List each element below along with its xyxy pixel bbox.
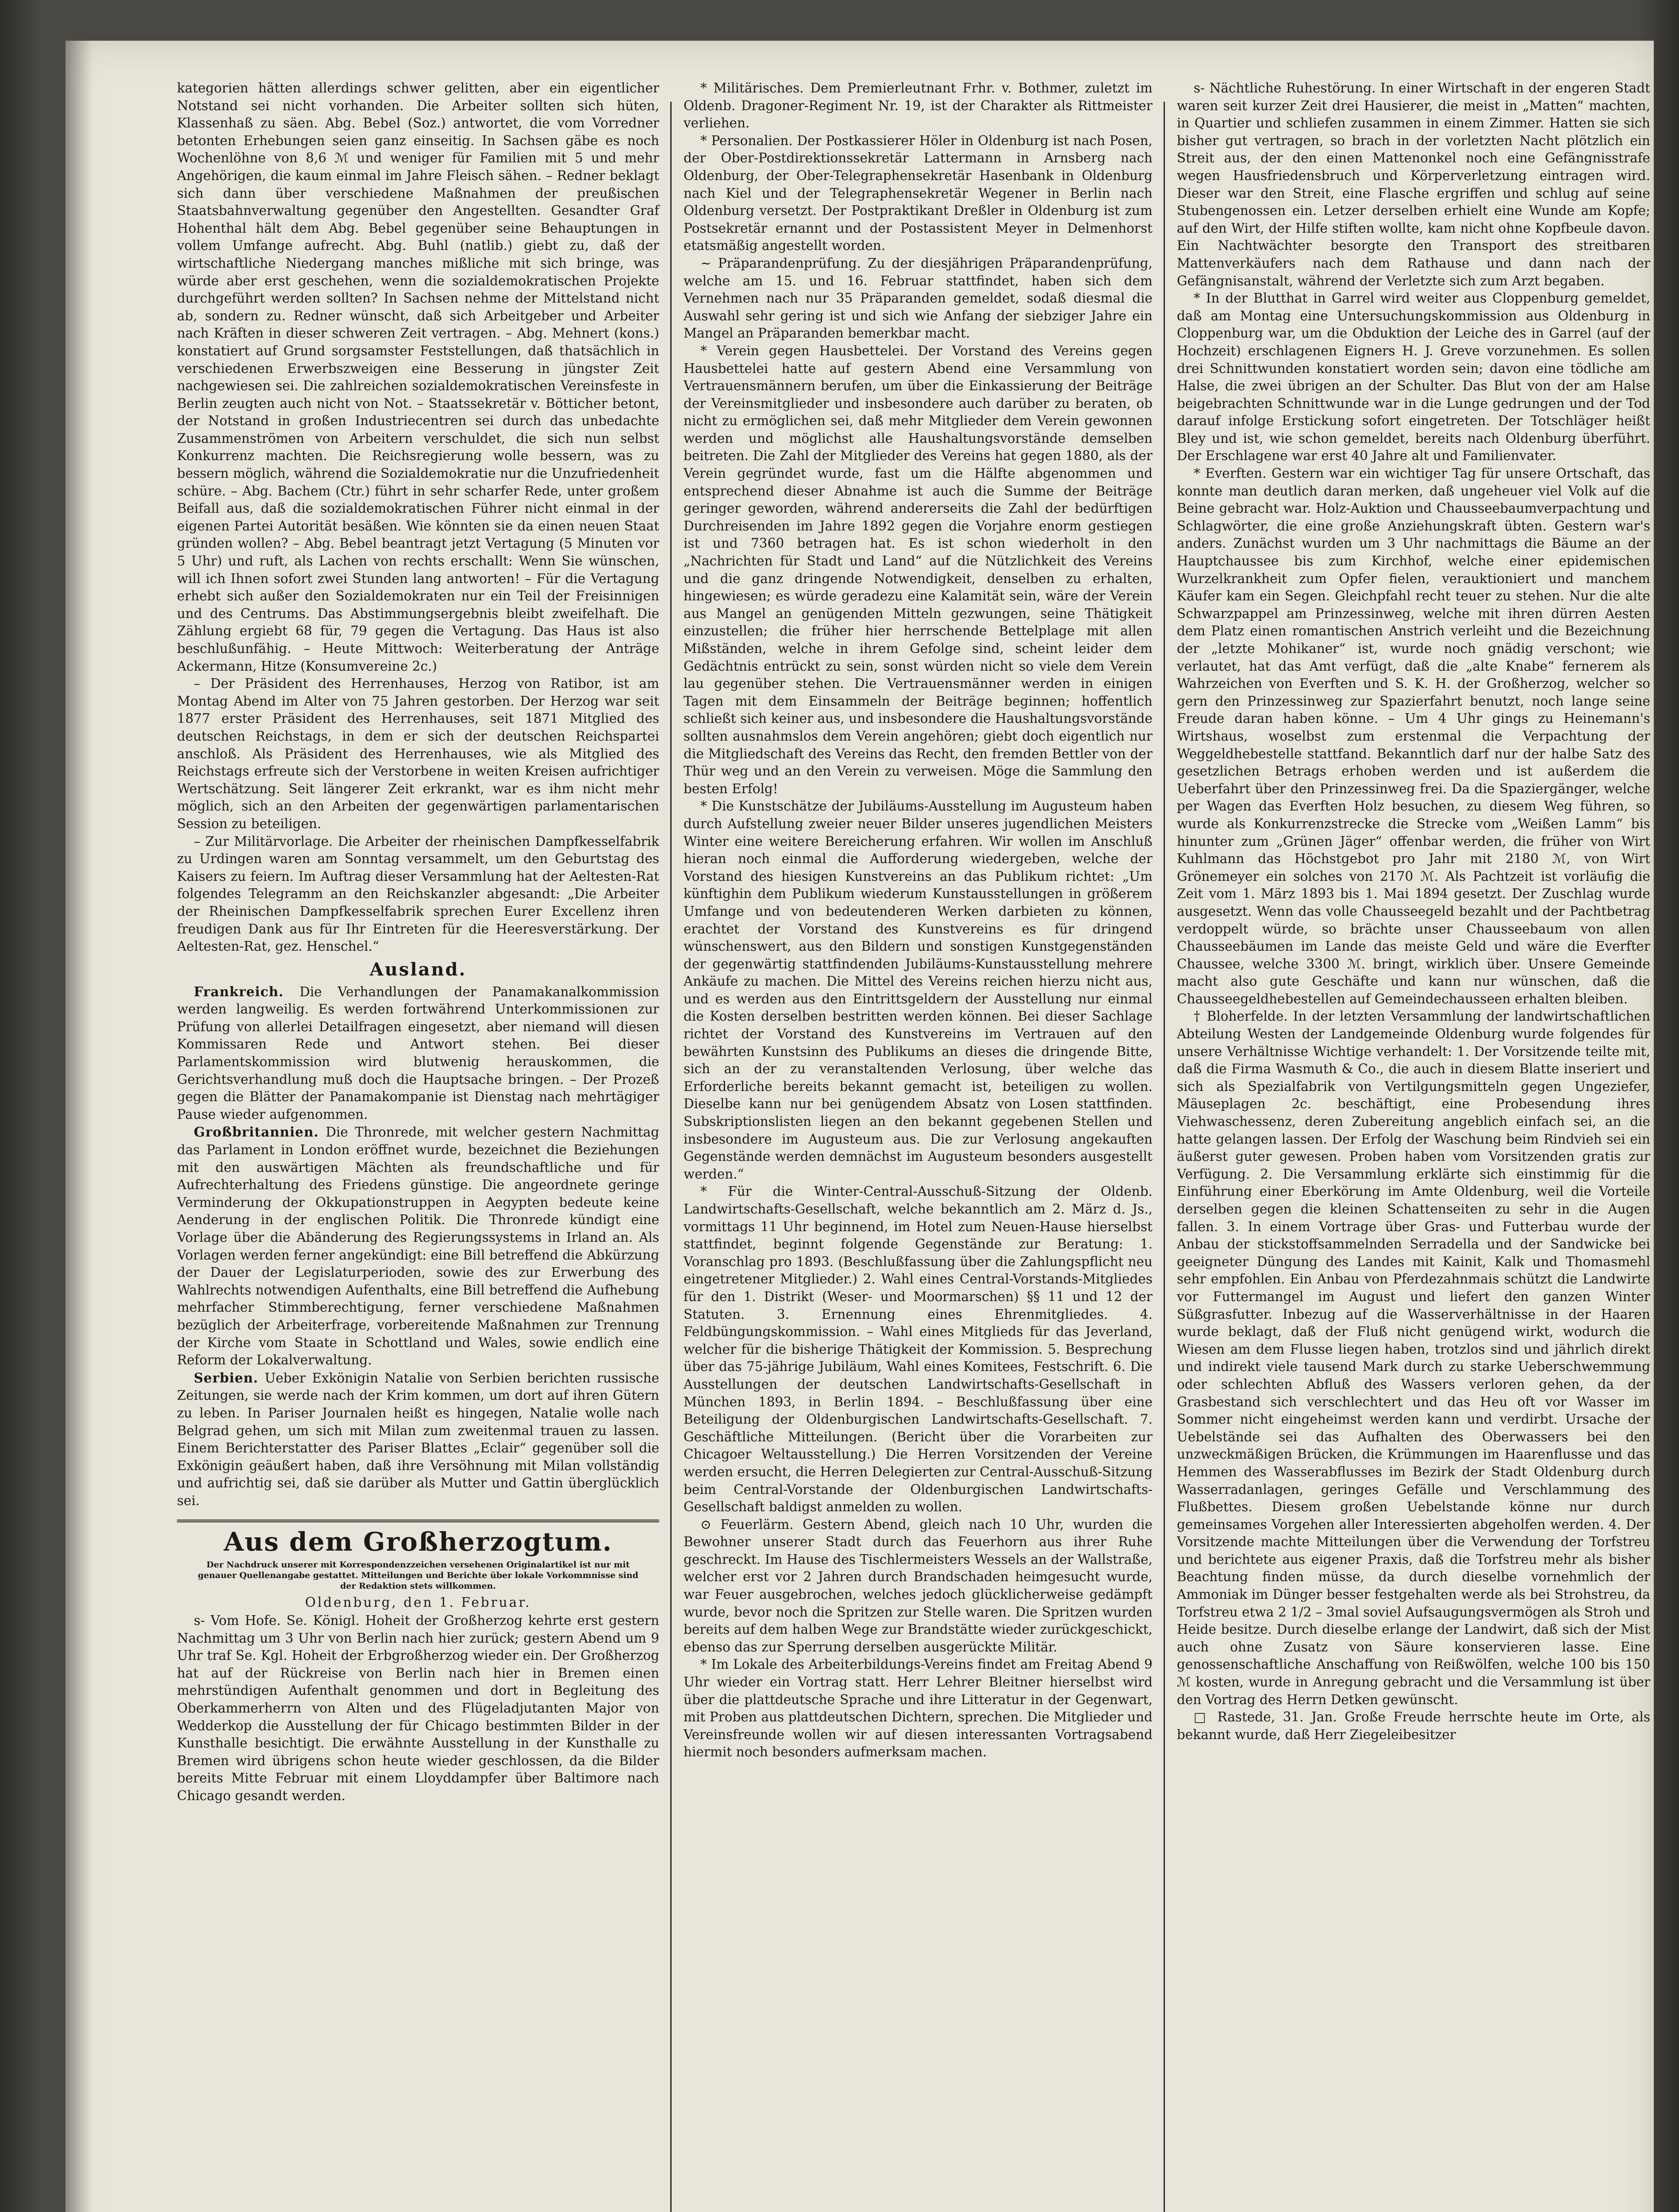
heading-grossbritannien: Großbritannien. <box>194 1124 319 1140</box>
article-grossbritannien <box>177 1123 659 1369</box>
article-ruhestoerung: s- Nächtliche Ruhestörung. In einer Wirtschaft in der engeren Stadt waren seit kurzer Zeit drei Hausierer, die meist in „Matten“ machten, in Quartier und schliefen zusammen in einem Zimmer. Hatten sie sich bisher gut vertragen, so brach in der vorletzten Nacht plötzlich ein Streit aus, der den einen Mattenonkel noch eine Gefängnisstrafe wegen Hausfriedensbruch und Körperverletzung eintragen wird. Dieser war den Streit, eine Flasche ergriffen und schlug auf seine Stubengenossen ein. Letzer derselben erhielt eine Wunde am Kopfe; auf den Wirt, der Hilfe stiften wollte, kam nicht ohne Kopfbeule davon. Ein Nachtwächter besorgte den Transport des streitbaren Mattenverkäufers nach dem Rathause und dann nach der Gefängnisanstalt, während der Verletzte sich zum Arzt begaben. <box>1177 81 1650 288</box>
column-rule <box>670 102 672 2212</box>
article-arbeiterbildungsverein: * Im Lokale des Arbeiterbildungs-Vereins findet am Freitag Abend 9 Uhr wieder ein Vortrag statt. Herr Lehrer Bleitner hierselbst wird über die plattdeutsche Sprache und ihre Litteratur in der Gegenwart, mit Proben aus plattdeutschen Dichtern, sprechen. Die Mitglieder und Vereinsfreunde wollen wir auf diesen interessanten Vortragsabend hiermit noch besonders aufmerksam machen. <box>684 1657 1153 1760</box>
heading-frankreich: Frankreich. <box>194 983 284 999</box>
column-middle <box>684 80 1153 1761</box>
column-left <box>177 80 659 1805</box>
section-heading-ausland: Ausland. <box>369 959 467 980</box>
article-kunstschaetze: * Die Kunstschätze der Jubiläums-Ausstellung im Augusteum haben durch Aufstellung zweier neuer Bilder unseres jugendlichen Meisters Winter eine weitere Bereicherung erfahren. Wir wollen im Anschluß hieran noch einmal die Aufforderung wiedergeben, welche der Vorstand des hiesigen Kunstvereins an das Publikum richtet: „Um künftighin dem Publikum wiederum Kunstausstellungen in größerem Umfange und von bedeutenderen Werken darbieten zu können, erachtet der Vorstand des Kunstvereins es für dringend wünschenswert, aus den Bildern und sonstigen Kunstgegenständen der gegenwärtig stattfindenden Jubiläums-Kunstausstellung mehrere Ankäufe zu machen. Die Mittel des Vereins reichen hierzu nicht aus, und es werden aus den Eintrittsgeldern der Ausstellung nur einmal die Kosten derselben bestritten werden können. Bei dieser Sachlage richtet der Vorstand des Kunstvereins im Vertrauen auf den bewährten Kunstsinn des Publikums an dieses die dringende Bitte, sich an der zu veranstaltenden Verlosung, über welche das Erforderliche bereits bekannt gemacht ist, beteiligen zu wollen. Dieselbe kann nur bei genügendem Absatz von Losen stattfinden. Subskriptionslisten liegen an den bekannt gegebenen Stellen und insbesondere im Augusteum aus. Die zur Verlosung angekauften Gegenstände werden demnächst im Augusteum besonders ausgestellt werden.“ <box>684 799 1153 1182</box>
article-vom-hofe: s- Vom Hofe. Se. Königl. Hoheit der Großherzog kehrte erst gestern Nachmittag um 3 Uhr von Berlin nach hier zurück; gestern Abend um 9 Uhr traf Se. Kgl. Hoheit der Erbgroßherzog wieder ein. Der Großherzog hat auf der Rückreise von Berlin nach hier in Bremen einen mehrstündigen Aufenthalt genommen und dort in Begleitung des Oberkammerherrn von Alten und des Flügeladjutanten Major von Wedderkop die Ausstellung der für Chicago bestimmten Bilder in der Kunsthalle besichtigt. Die erwähnte Ausstellung in der Kunsthalle zu Bremen wird übrigens schon heute wieder geschlossen, da die Bilder bereits Mitte Februar mit einem Lloyddampfer über Baltimore nach Chicago gesandt werden. <box>177 1613 659 1804</box>
text-frankreich: Die Verhandlungen der Panamakanalkommission werden langweilig. Es werden fortwährend Unterkommissionen zur Prüfung von allerlei Detailfragen eingesetzt, aber niemand will diesen Kommissaren Rede und Antwort stehen. Bei dieser Parlamentskommission wird blutwenig herauskommen, die Gerichtsverhandlung muß doch die Hauptsache bringen. – Der Prozeß gegen die Blätter der Panamakompanie ist Dienstag nach mehrtägiger Pause wieder aufgenommen. <box>177 984 659 1122</box>
article-militaervorlage: – Zur Militärvorlage. Die Arbeiter der rheinischen Dampfkesselfabrik zu Urdingen waren am Sonntag versammelt, um den Geburtstag des Kaisers zu feiern. Im Auftrag dieser Versammlung hat der Aeltesten-Rat folgendes Telegramm an den Reichskanzler abgesandt: „Die Arbeiter der Rheinischen Dampfkesselfabrik sprechen Eurer Excellenz ihren freudigen Dank aus für Ihr Eintreten für die Heeresverstärkung. Der Aeltesten-Rat, gez. Henschel.“ <box>177 833 659 954</box>
column-right <box>1177 80 1650 1743</box>
article-praeparandenpruefung: ~ Präparandenprüfung. Zu der diesjährigen Präparandenprüfung, welche am 15. und 16. Februar stattfindet, haben sich dem Vernehmen nach nur 35 Präparanden gemeldet, sodaß diesmal die Auswahl sehr gering ist und sich wie Anfang der siebziger Jahre ein Mangel an Präparanden bemerkbar macht. <box>684 255 1153 341</box>
article-militaerisches: * Militärisches. Dem Premierleutnant Frhr. v. Bothmer, zuletzt im Oldenb. Dragoner-Regiment Nr. 19, ist der Charakter als Rittmeister verliehen. <box>684 81 1153 131</box>
article-bloherfelde: † Bloherfelde. In der letzten Versammlung der landwirtschaftlichen Abteilung Westen der Landgemeinde Oldenburg wurde folgendes für unsere Verhältnisse Wichtige verhandelt: 1. Der Vorsitzende teilte mit, daß die Firma Wasmuth & Co., die auch in diesem Blatte inseriert und sich als Spezialfabrik von Vertilgungsmitteln gegen Ungeziefer, Mäuseplagen 2c. beschäftigt, eine Probesendung ihres Viehwaschessenz, deren Zubereitung angeblich einfach sei, an die hatte gelangen lassen. Der Erfolg der Waschung beim Rindvieh sei ein äußerst guter gewesen. Proben haben vom Vorsitzenden gratis zur Verfügung. 2. Die Versammlung erklärte sich einstimmig für die Einführung einer Eberkörung im Amte Oldenburg, weil die Vorteile derselben gegen die kleinen Schattenseiten zu sehr in die Augen fallen. 3. In einem Vortrage über Gras- und Futterbau wurde der Anbau der stickstoffsammelnden Serradella und der Sandwicke bei geeigneter Düngung des Landes mit Kainit, Kalk und Thomasmehl sehr empfohlen. Ein Anbau von Pferdezahnmais schützt die Landwirte vor Futtermangel im August und liefert den ganzen Winter Süßgrasfutter. Inbezug auf die Wasserverhältnisse in der Haaren wurde beklagt, daß der Fluß nicht genügend wirkt, wodurch die Wiesen am dem Flusse liegen haben, trotzlos sind und jährlich direkt und indirekt viele tausend Mark durch zu starke Ueberschwemmung oder schlechten Abfluß des Wassers verloren gehen, da der Grasbestand sich verschlechtert und das Heu oft vor Wasser im Sommer nicht eingeheimst werden kann und verdirbt. Ursache der Uebelstände sei das Aufhalten des Oberwassers bei den unzweckmäßigen Brücken, die Krümmungen im Haarenflusse und das Hemmen des Wasserabflusses im Bezirk der Stadt Oldenburg durch Wasserradanlagen, geringes Gefälle und Verschlammung des Flußbettes. Diesem großen Uebelstande könne nur durch gemeinsames Vorgehen aller Interessierten abgeholfen werden. 4. Der Vorsitzende machte Mitteilungen über die Verwendung der Torfstreu und berichtete aus eigener Praxis, daß die Torfstreu mehr als bisher Beachtung finden müsse, da durch dieselbe vornehmlich der Ammoniak im Dünger besser festgehalten werde als bei Strohstreu, da Torfstreu etwa 2 1/2 – 3mal soviel Aufsaugungsvermögen als Stroh und Heide besitze. Durch dieselbe erlange der Landwirt, daß sich der Mist auch ohne Zusatz von Säure konservieren lasse. Eine genossenschaftliche Anschaffung von Reißwölfen, welche 100 bis 150 ℳ kosten, wurde in Anregung gebracht und die Versammlung ist über den Vortrag des Herrn Detken gewünscht. <box>1177 1009 1650 1707</box>
article-blutthat: * In der Blutthat in Garrel wird weiter aus Cloppenburg gemeldet, daß am Montag eine Untersuchungskommission aus Oldenburg in Cloppenburg war, um die Obduktion der Leiche des in Garrel (auf der Hochzeit) erschlagenen Eigners H. J. Greve vorzunehmen. Es sollen drei Schnittwunden konstatiert worden sein; davon eine tödliche am Halse, die zwei übrigen an der Schulter. Das Blut von der am Halse beigebrachten Schnittwunde war in die Lunge gedrungen und der Tod darauf infolge Erstickung sofort eingetreten. Der Totschläger heißt Bley und ist, wie schon gemeldet, bereits nach Oldenburg überführt. Der Erschlagene war erst 40 Jahre alt und Familienvater. <box>1177 291 1650 464</box>
article-frankreich <box>177 983 659 1124</box>
article-everften: * Everften. Gestern war ein wichtiger Tag für unsere Ortschaft, das konnte man deutlich daran merken, daß ungeheuer viel Volk auf die Beine gebracht war. Holz-Auktion und Chausseebaumverpachtung und Schlagwörter, die eine große Anziehungskraft übten. Gestern war's anders. Zunächst wurden um 3 Uhr nachmittags die Bäume an der Hauptchaussee bis zum Kirchhof, welche einer epidemischen Wurzelkrankheit zum Opfer fielen, verauktioniert und manchem Käufer kam ein Segen. Gleichpfahl recht teuer zu stehen. Nur die alte Schwarzpappel am Prinzessinweg, welche mit ihren dürren Aesten dem Platz einen romantischen Anstrich verleiht und die Bezeichnung der „letzte Mohikaner“ ist, wurde noch gnädig verschont; wie verlautet, hat das Amt verfügt, daß die „alte Knabe“ fernerem als Wahrzeichen von Everften und S. K. H. der Großherzog, welcher so gern den Prinzessinweg zur Spazierfahrt benutzt, noch lange seine Freude daran haben könne. – Um 4 Uhr gings zu Heinemann's Wirtshaus, woselbst zum erstenmal die Verpachtung der Weggeldhebestelle stattfand. Bekanntlich darf nur der halbe Satz des gesetzlichen Betrags erhoben werden und ist außerdem die Ueberfahrt über den Prinzessinweg frei. Da die Spaziergänger, welche per Wagen das Everften Holz besuchen, zu diesem Weg führen, so wurde als Konkurrenzstrecke die Strecke vom „Weißen Lamm“ bis hinunter zum „Grünen Jäger“ offenbar werden, die früher von Wirt Kuhlmann das Höchstgebot pro Jahr mit 2180 ℳ, von Wirt Grönemeyer ein solches von 2170 ℳ. Als Pachtzeit ist vorläufig die Zeit vom 1. März 1893 bis 1. Mai 1894 gesetzt. Der Zuschlag wurde ausgesetzt. Wenn das volle Chausseegeld bezahlt und der Pachtbetrag verdoppelt würde, so brächte unser Chausseebaum von allen Chausseebäumen im Lande das meiste Geld und wäre die Everfter Chaussee, welche 3300 ℳ. bringt, wirklich über. Unsere Gemeinde macht also gute Geschäfte und kann nur wünschen, daß die Chausseegeldhebestellen auf Gemeindechausseen erhalten bleiben. <box>1177 466 1650 1006</box>
article-serbien <box>177 1369 659 1510</box>
column-rule <box>1164 102 1165 2212</box>
section-heading-grossherzogtum: Aus dem Großherzogtum. <box>177 1520 659 1559</box>
text-grossbritannien: Die Thronrede, mit welcher gestern Nachmittag das Parlament in London eröffnet wurde, bezeichnet die Beziehungen mit den auswärtigen Mächten als freundschaftliche und für Aufrechterhaltung des Friedens günstige. Die angeordnete geringe Verminderung der Okkupationstruppen in Aegypten bedeute keine Aenderung in der englischen Politik. Die Thronrede kündigt eine Vorlage über die Abänderung des Regierungssystems in Irland an. Als Vorlagen werden ferner angekündigt: eine Bill betreffend die Abkürzung der Dauer der Legislaturperioden, sowie des zur Erwerbung des Wahlrechts notwendigen Aufenthalts, eine Bill betreffend die Aufhebung mehrfacher Stimmberechtigung, ferner verschiedene Maßnahmen bezüglich der Arbeiterfrage, vorbereitende Maßnahmen zur Trennung der Kirche vom Staate in Schottland und Wales, sowie endlich eine Reform der Lokalverwaltung. <box>177 1125 659 1368</box>
page-fold-shadow <box>65 41 92 2212</box>
article-winter-central-ausschuss: * Für die Winter-Central-Ausschuß-Sitzung der Oldenb. Landwirtschafts-Gesellschaft, welche bekanntlich am 2. März d. Js., vormittags 11 Uhr beginnend, im Hotel zum Neuen-Hause hierselbst stattfindet, beginnt folgende Gegenstände zur Beratung: 1. Voranschlag pro 1893. (Beschlußfassung über die Zahlungspflicht neu eingetretener Mitglieder.) 2. Wahl eines Central-Vorstands-Mitgliedes für den 1. Distrikt (Weser- und Moormarschen) §§ 11 und 12 der Statuten. 3. Ernennung eines Ehrenmitgliedes. 4. Feldbüngungskommission. – Wahl eines Mitglieds für das Jeverland, welcher für die bisherige Thätigkeit der Kommission. 5. Besprechung über das 75-jährige Jubiläum, Wahl eines Komitees, Festschrift. 6. Die Ausstellungen der deutschen Landwirtschafts-Gesellschaft in München 1893, in Berlin 1894. – Beschlußfassung über eine Beteiligung der Oldenburgischen Landwirtschafts-Gesellschaft. 7. Geschäftliche Mitteilungen. (Bericht über die Vorarbeiten zur Chicagoer Weltausstellung.) Die Herren Vorsitzenden der Vereine werden ersucht, die Herren Delegierten zur Central-Ausschuß-Sitzung beim Central-Vorstande der Oldenburgischen Landwirtschafts-Gesellschaft baldigst anmelden zu wollen. <box>684 1184 1153 1515</box>
dateline: Oldenburg, den 1. Februar. <box>305 1594 531 1610</box>
text-serbien: Ueber Exkönigin Natalie von Serbien berichten russische Zeitungen, sie werde nach der Krim kommen, um dort auf ihren Gütern zu leben. In Pariser Journalen heißt es hingegen, Natalie wolle nach Belgrad gehen, um sich mit Milan zum zweitenmal trauen zu lassen. Einem Berichterstatter des Pariser Blattes „Eclair“ gegenüber soll die Exkönigin geäußert haben, daß ihre Versöhnung mit Milan vollständig und aufrichtig sei, daß sie darüber als Mutter und Gattin überglücklich sei. <box>177 1370 659 1508</box>
article-verein-hausbettelei: * Verein gegen Hausbettelei. Der Vorstand des Vereins gegen Hausbettelei hatte auf gestern Abend eine Versammlung von Vertrauensmännern berufen, um über die Einkassierung der Beiträge der Vereinsmitglieder und insbesondere auch darüber zu beraten, ob nicht zu ermöglichen sei, daß mehr Mitglieder dem Verein gewonnen werden und möglichst alle Haushaltungsvorstände demselben beitreten. Die Zahl der Mitglieder des Vereins hat gegen 1880, als der Verein gegründet wurde, fast um die Hälfte abgenommen und entsprechend dieser Abnahme ist auch die Summe der Beiträge geringer geworden, während andererseits die Zahl der bedürftigen Durchreisenden im Jahre 1892 gegen die Vorjahre enorm gestiegen ist und 7360 betragen hat. Es ist schon wiederholt in den „Nachrichten für Stadt und Land“ auf die Nützlichkeit des Vereins und die ganz dringende Notwendigkeit, denselben zu erhalten, hingewiesen; es würde geradezu eine Kalamität sein, wäre der Verein aus Mangel an genügenden Mitteln gezwungen, seine Thätigkeit einzustellen; die früher hier herrschende Bettelplage mit allen Mißständen, welche in ihrem Gefolge sind, scheint leider dem Gedächtnis entrückt zu sein, sonst würden nicht so viele dem Verein lau gegenüber stehen. Die Vertrauensmänner werden in einigen Tagen mit dem Einsammeln der Beiträge beginnen; hoffentlich schließt sich keiner aus, und insbesondere die Haushaltungsvorstände sollten ausnahmslos dem Verein angehören; giebt doch eigentlich nur die Mitgliedschaft des Vereins das Recht, den fremden Bettler von der Thür weg und an den Verein zu verweisen. Möge die Sammlung den besten Erfolg! <box>684 343 1153 796</box>
article-rastede: □ Rastede, 31. Jan. Große Freude herrschte heute im Orte, als bekannt wurde, daß Herr Ziegeleibesitzer <box>1177 1709 1650 1742</box>
heading-serbien: Serbien. <box>194 1370 258 1386</box>
article-reichstag-report: kategorien hätten allerdings schwer gelitten, aber ein eigentlicher Notstand sei nicht vorhanden. Die Arbeiter sollten sich hüten, Klassenhaß zu säen. Abg. Bebel (Soz.) antwortet, die vom Vorredner betonten Erhebungen seien ganz einseitig. In Sachsen gäbe es noch Wochenlöhne von 8,6 ℳ und weniger für Familien mit 5 und mehr Angehörigen, die kaum einmal im Jahre Fleisch sähen. – Redner beklagt sich dann über verschiedene Maßnahmen der preußischen Staatsbahnverwaltung gegenüber den Angestellten. Gesandter Graf Hohenthal hält dem Abg. Bebel gegenüber seine Behauptungen in vollem Umfange aufrecht. Abg. Buhl (natlib.) giebt zu, daß der wirtschaftliche Niedergang manches mißliche mit sich bringe, was würde aber erst geschehen, wenn die sozialdemokratischen Projekte durchgeführt werden sollten? In Sachsen nehme der Mittelstand nicht ab, sondern zu. Redner wünscht, daß sich Arbeitgeber und Arbeiter nach Kräften in dieser schweren Zeit vertragen. – Abg. Mehnert (kons.) konstatiert auf Grund sorgsamster Feststellungen, daß thatsächlich in verschiedenen Erwerbszweigen eine Besserung in jüngster Zeit nachgewiesen sei. Die zahlreichen sozialdemokratischen Vereinsfeste in Berlin zeugten auch nicht von Not. – Staatssekretär v. Bötticher betont, der Notstand in großen Industriecentren sei durch das unbedachte Zusammenströmen von Arbeitern verschuldet, die sich nun selbst Konkurrenz machten. Die Reichsregierung wolle bessern, was zu bessern möglich, während die Sozialdemokratie nur die Unzufriedenheit schüre. – Abg. Bachem (Ctr.) führt in sehr scharfer Rede, unter großem Beifall aus, daß die sozialdemokratischen Führer nicht einmal in der eigenen Partei Autorität besäßen. Wie könnten sie da einen neuen Staat gründen wollen? – Abg. Bebel beantragt jetzt Vertagung (5 Minuten vor 5 Uhr) und ruft, als Lachen von rechts erschallt: Wenn Sie wünschen, will ich Ihnen sofort zwei Stunden lang antworten! – Für die Vertagung erhebt sich außer den Sozialdemokraten nur ein Teil der Freisinnigen und des Centrums. Das Abstimmungsergebnis bleibt zweifelhaft. Die Zählung ergiebt 68 für, 79 gegen die Vertagung. Das Haus ist also beschlußunfähig. – Heute Mittwoch: Weiterberatung der Anträge Ackermann, Hitze (Konsumvereine 2c.) <box>177 81 659 674</box>
reprint-notice: Der Nachdruck unserer mit Korrespondenzzeichen versehenen Originalartikel ist nur mit genauer Quellenangabe gestattet. Mitteilungen und Berichte über lokale Vorkommnisse sind der Redaktion stets willkommen. <box>198 1559 638 1591</box>
article-personalien: * Personalien. Der Postkassierer Höler in Oldenburg ist nach Posen, der Ober-Postdirektionssekretär Lattermann in Arnsberg nach Oldenburg, der Ober-Telegraphensekretär Hasenbank in Oldenburg nach Kiel und der Telegraphensekretär Wegener in Berlin nach Oldenburg versetzt. Der Postpraktikant Dreßler in Oldenburg ist zum Postsekretär ernannt und der Postassistent Meyer in Delmenhorst etatsmäßig angestellt worden. <box>684 133 1153 253</box>
article-ratibor-obituary: – Der Präsident des Herrenhauses, Herzog von Ratibor, ist am Montag Abend im Alter von 75 Jahren gestorben. Der Herzog war seit 1877 erster Präsident des Herrenhauses, seit 1871 Mitglied des deutschen Reichstags, in dem er sich der deutschen Reichspartei anschloß. Als Präsident des Herrenhauses, wie als Mitglied des Reichstags erfreute sich der Verstorbene in weiten Kreisen aufrichtiger Wertschätzung. Seit längerer Zeit erkrankt, war es ihm nicht mehr möglich, sich an den Arbeiten der gegenwärtigen parlamentarischen Session zu beteiligen. <box>177 676 659 831</box>
article-feuerlaerm: ⊙ Feuerlärm. Gestern Abend, gleich nach 10 Uhr, wurden die Bewohner unserer Stadt durch das Feuerhorn aus ihrer Ruhe geschreckt. Im Hause des Tischlermeisters Wessels an der Wallstraße, welcher erst vor 2 Jahren durch Brandschaden heimgesucht wurde, war Feuer ausgebrochen, welches jedoch glücklicherweise gedämpft wurde, bevor noch die Spritzen zur Stelle waren. Die Spritzen wurden bereits auf dem halben Wege zur Brandstätte wieder zurückgeschickt, ebenso das zur Sperrung derselben ausgerückte Militär. <box>684 1517 1153 1655</box>
